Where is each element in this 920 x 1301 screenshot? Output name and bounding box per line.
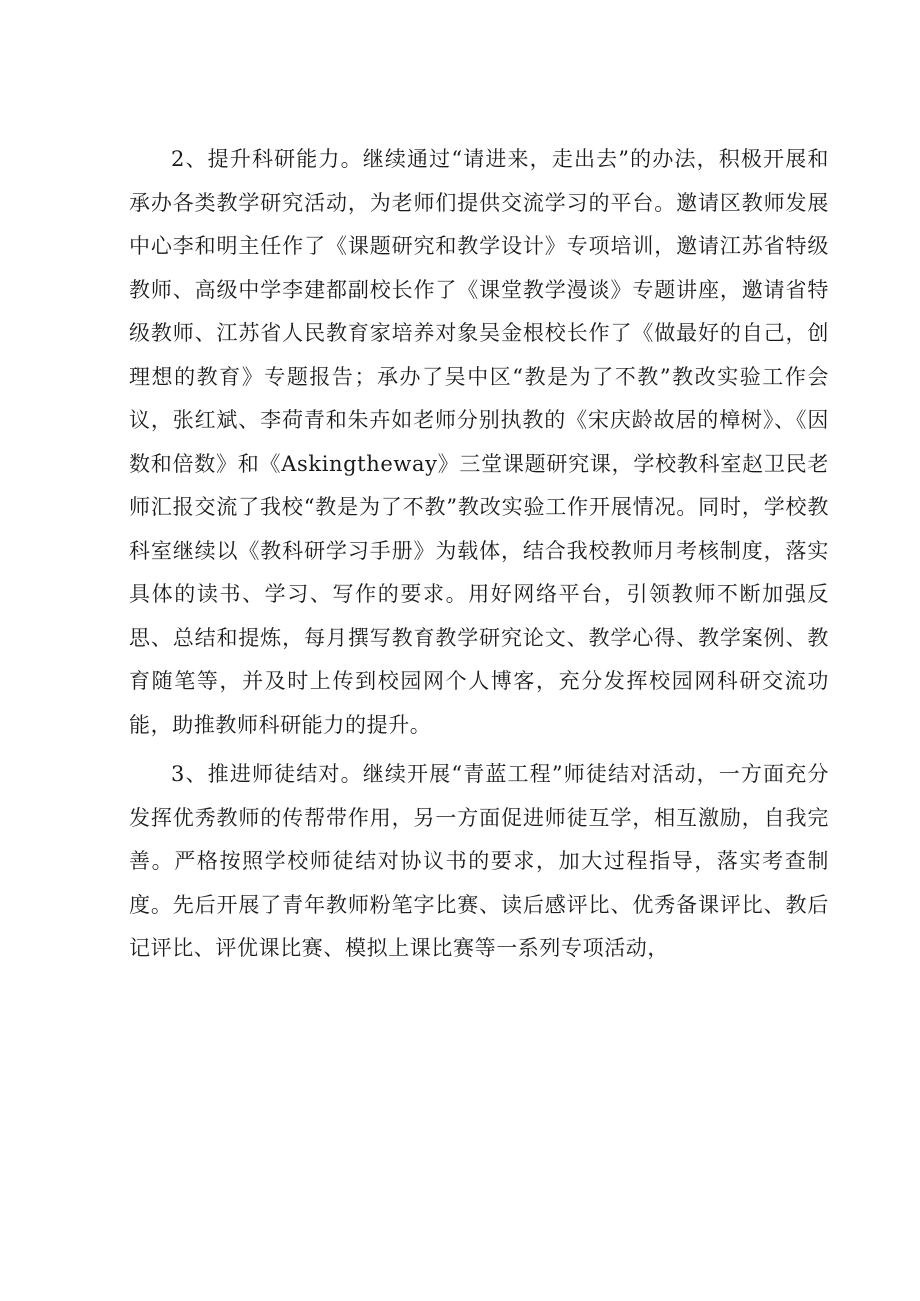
- document-body: [129, 138, 829, 971]
- paragraph-research-ability: 2、提升科研能力。继续通过“请进来，走出去”的办法，积极开展和承办各类教学研究活动，为老师们提供交流学习的平台。邀请区教师发展中心李和明主任作了《课题研究和教学设计》专项培训，邀请江苏省特级教师、高级中学李建都副校长作了《课堂教学漫谈》专题讲座，邀请省特级教师、江苏省人民教育家培养对象吴金根校长作了《做最好的自己，创理想的教育》专题报告；承办了吴中区“教是为了不教”教改实验工作会议，张红斌、李荷青和朱卉如老师分别执教的《宋庆龄故居的樟树》、《因数和倍数》和《Askingtheway》三堂课题研究课，学校教科室赵卫民老师汇报交流了我校“教是为了不教”教改实验工作开展情况。同时，学校教科室继续以《教科研学习手册》为载体，结合我校教师月考核制度，落实具体的读书、学习、写作的要求。用好网络平台，引领教师不断加强反思、总结和提炼，每月撰写教育教学研究论文、教学心得、教学案例、教育随笔等，并及时上传到校园网个人博客，充分发挥校园网科研交流功能，助推教师科研能力的提升。: [129, 147, 829, 737]
- paragraph-mentorship: 3、推进师徒结对。继续开展“青蓝工程”师徒结对活动，一方面充分发挥优秀教师的传帮带作用，另一方面促进师徒互学，相互激励，自我完善。严格按照学校师徒结对协议书的要求，加大过程指导，落实考查制度。先后开展了青年教师粉笔字比赛、读后感评比、优秀备课评比、教后记评比、评优课比赛、模拟上课比赛等一系列专项活动，: [129, 762, 829, 960]
